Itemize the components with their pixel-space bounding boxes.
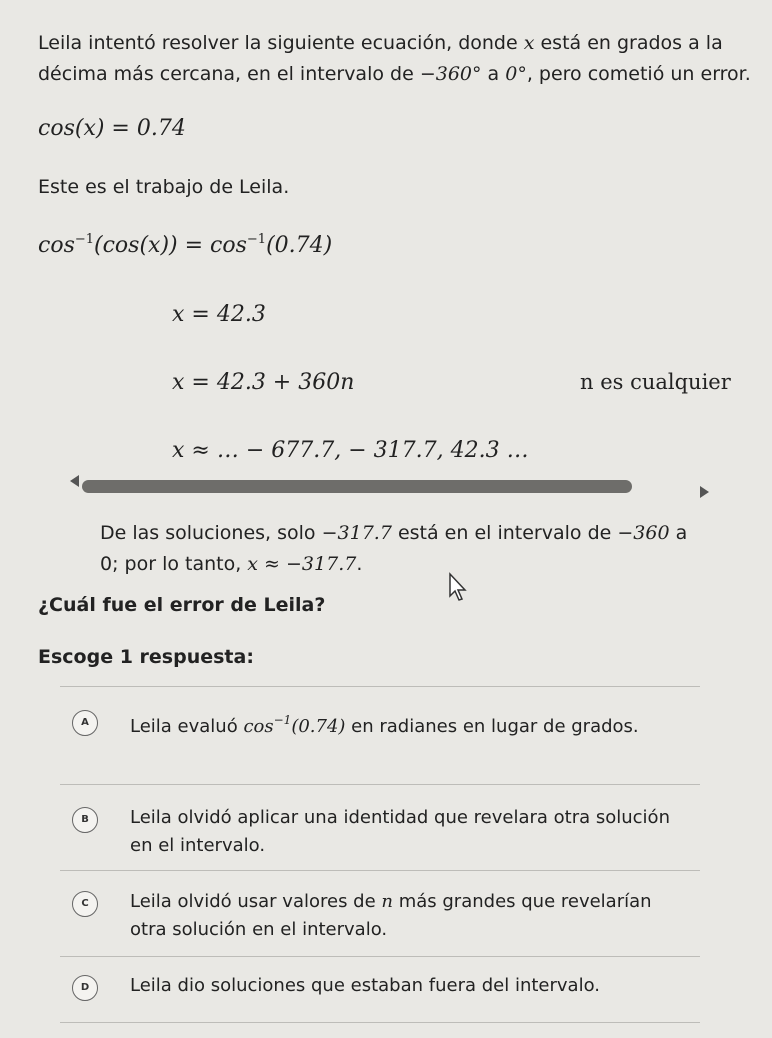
step1-cos: cos: [38, 233, 75, 258]
choice-c-text-2: más grandes que revelarían otra solución en el intervalo.: [130, 891, 652, 940]
intro-text-3: , pero cometió un error.: [526, 63, 751, 85]
choice-a-expr: (0.74): [291, 716, 346, 737]
interval-upper: 0: [505, 63, 518, 85]
work-label: Este es el trabajo de Leila.: [38, 176, 290, 198]
work-step-1: [38, 232, 332, 258]
conclusion-final: x ≈ −317.7: [247, 553, 357, 575]
scroll-left-arrow-icon[interactable]: [70, 475, 79, 487]
work-conclusion: [100, 518, 700, 580]
choice-a-cos: cos: [243, 716, 274, 737]
degree-sign: °: [472, 63, 482, 85]
conclusion-lower: −360: [617, 522, 670, 544]
choice-c-text-1: Leila olvidó usar valores de: [130, 891, 382, 912]
choice-a-letter: A: [72, 710, 98, 736]
conclusion-text-3: a 0; por lo tanto,: [100, 522, 688, 575]
problem-statement: [38, 28, 758, 90]
choice-b-text: Leila olvidó aplicar una identidad que revelara otra solución en el intervalo.: [130, 807, 670, 856]
choice-c-var: n: [381, 891, 393, 912]
given-equation: cos(x) = 0.74: [38, 116, 186, 141]
variable-x: x: [523, 32, 535, 54]
intro-text-2: está en grados a la décima más cercana, en el intervalo de: [38, 32, 723, 85]
intro-text: Leila intentó resolver la siguiente ecuación, donde: [38, 32, 524, 54]
conclusion-value: −317.7: [321, 522, 392, 544]
scroll-right-arrow-icon[interactable]: [700, 486, 709, 498]
step1-sup: −1: [74, 232, 95, 247]
choice-c-text: [130, 888, 670, 944]
step1-sup2: −1: [246, 232, 267, 247]
intro-a: a: [481, 63, 506, 85]
conclusion-period: .: [356, 553, 363, 575]
step1-mid: (cos(x)) = cos: [94, 233, 247, 258]
choice-b[interactable]: [72, 804, 692, 860]
divider: [60, 870, 700, 871]
choice-d[interactable]: [72, 972, 692, 1006]
question-text: ¿Cuál fue el error de Leila?: [38, 594, 326, 616]
work-step-3: x = 42.3 + 360n: [172, 370, 355, 395]
horizontal-scrollbar[interactable]: [82, 480, 632, 493]
note-text: n es cualquier: [580, 370, 731, 394]
degree-sign-2: °: [517, 63, 527, 85]
choice-d-text: Leila dio soluciones que estaban fuera del intervalo.: [130, 975, 600, 996]
work-step-2: x = 42.3: [172, 302, 266, 327]
interval-lower: −360: [419, 63, 472, 85]
step1-end: (0.74): [266, 233, 333, 258]
choice-c[interactable]: [72, 888, 692, 944]
mouse-pointer-icon: [448, 572, 470, 602]
choice-b-letter: B: [72, 807, 98, 833]
work-step-4: x ≈ … − 677.7, − 317.7, 42.3 …: [172, 438, 529, 463]
divider: [60, 956, 700, 957]
choice-a[interactable]: [72, 706, 692, 770]
choice-d-letter: D: [72, 975, 98, 1001]
conclusion-text: De las soluciones, solo: [100, 522, 322, 544]
choice-a-text-2: en radianes en lugar de grados.: [345, 716, 639, 737]
work-step-3-note: [580, 370, 731, 394]
divider: [60, 784, 700, 785]
divider: [60, 1022, 700, 1023]
choice-a-sup: −1: [273, 713, 292, 727]
choice-a-text: [130, 706, 670, 741]
choose-label: Escoge 1 respuesta:: [38, 646, 254, 668]
conclusion-text-2: está en el intervalo de: [391, 522, 618, 544]
choice-a-text-1: Leila evaluó: [130, 716, 244, 737]
divider: [60, 686, 700, 687]
choice-c-letter: C: [72, 891, 98, 917]
